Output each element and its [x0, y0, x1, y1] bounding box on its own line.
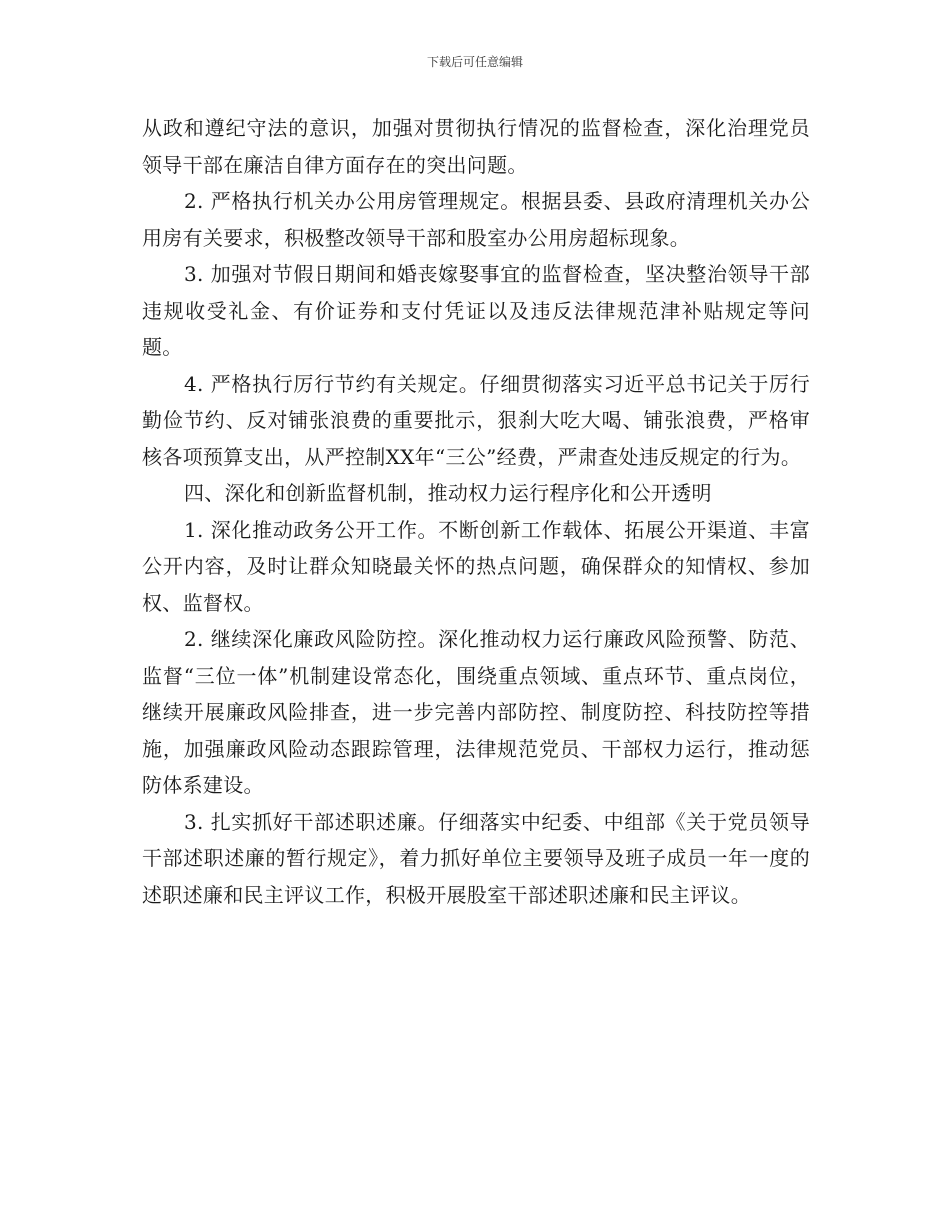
paragraph-continuation: 从政和遵纪守法的意识，加强对贯彻执行情况的监督检查，深化治理党员领导干部在廉洁自律方面存在的突出问题。: [142, 116, 810, 177]
page-header: 下载后可任意编辑: [426, 55, 523, 69]
paragraph-item-4-frugality: 4. 严格执行厉行节约有关规定。仔细贯彻落实习近平总书记关于厉行勤俭节约、反对铺张浪费的重要批示，狠刹大吃大喝、铺张浪费，严格审核各项预算支出，从严控制XX年“三公”经费，严肃查处违反规定的行为。: [142, 371, 810, 469]
paragraph-item-3-duty-report: 3. 扎实抓好干部述职述廉。仔细落实中纪委、中组部《关于党员领导干部述职述廉的暂行规定》，着力抓好单位主要领导及班子成员一年一度的述职述廉和民主评议工作，积极开展股室干部述职述廉和民主评议。: [142, 809, 810, 907]
section-heading-4: 四、深化和创新监督机制，推动权力运行程序化和公开透明: [184, 481, 712, 505]
paragraph-item-1-government-affairs: 1. 深化推动政务公开工作。不断创新工作载体、拓展公开渠道、丰富公开内容，及时让群众知晓最关怀的热点问题，确保群众的知情权、参加权、监督权。: [142, 517, 810, 615]
paragraph-item-2-risk-control: 2. 继续深化廉政风险防控。深化推动权力运行廉政风险预警、防范、监督“三位一体”机制建设常态化，围绕重点领域、重点环节、重点岗位，继续开展廉政风险排查，进一步完善内部防控、制度防控、科技防控等措施，加强廉政风险动态跟踪管理，法律规范党员、干部权力运行，推动惩防体系建设。: [142, 627, 810, 797]
paragraph-item-3-holiday-inspection: 3. 加强对节假日期间和婚丧嫁娶事宜的监督检查，坚决整治领导干部违规收受礼金、有价证券和支付凭证以及违反法律规范津补贴规定等问题。: [142, 262, 810, 359]
paragraph-item-2-office-space: 2. 严格执行机关办公用房管理规定。根据县委、县政府清理机关办公用房有关要求，积极整改领导干部和股室办公用房超标现象。: [142, 189, 810, 250]
document-body: [142, 110, 810, 913]
